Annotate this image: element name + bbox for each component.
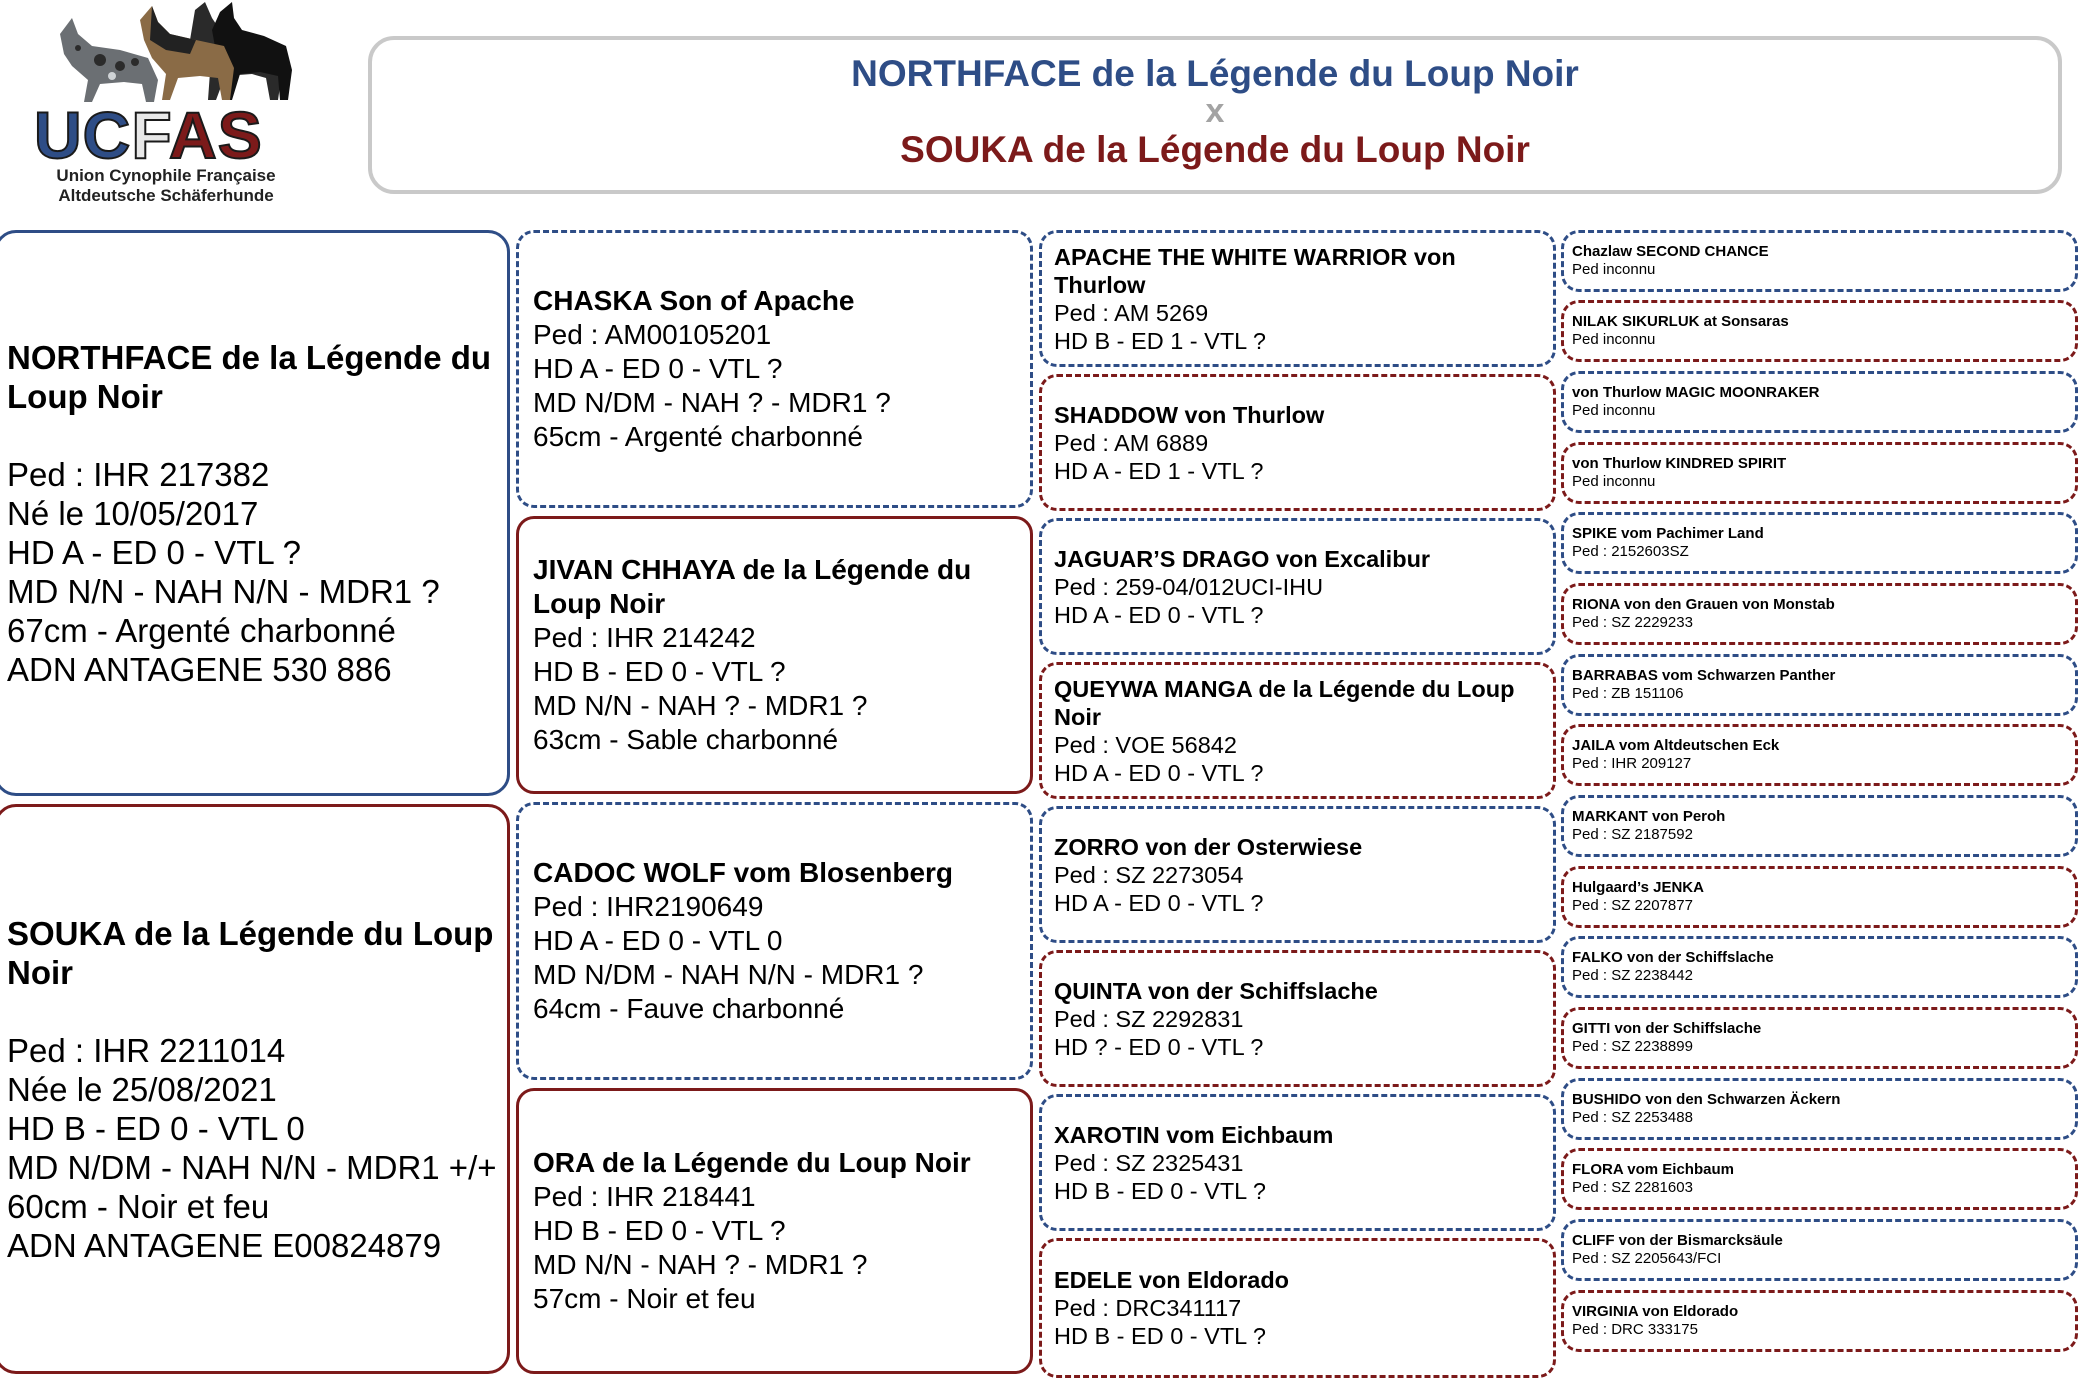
dog-info: HD A - ED 0 - VTL 0: [533, 925, 783, 956]
dog-name: von Thurlow KINDRED SPIRIT: [1572, 455, 1787, 472]
logo-letter-s: S: [217, 98, 263, 172]
dog-ped: Ped : SZ 2238442: [1572, 967, 1693, 984]
header-sire: NORTHFACE de la Légende du Loup Noir: [851, 53, 1579, 94]
dog-info: 63cm - Sable charbonné: [533, 724, 839, 755]
dog-name: NORTHFACE de la Légende du Loup Noir: [7, 338, 492, 415]
dog-info: 64cm - Fauve charbonné: [533, 993, 845, 1024]
dog-info: Ped : SZ 2273054: [1054, 861, 1244, 888]
dog-ped: Ped : SZ 2187592: [1572, 826, 1693, 843]
header-dam: SOUKA de la Légende du Loup Noir: [900, 129, 1530, 170]
dog-info: HD B - ED 0 - VTL 0: [7, 1109, 305, 1147]
dog-info: HD A - ED 1 - VTL ?: [1054, 457, 1264, 484]
gen4-box: [1561, 1148, 2078, 1210]
gen3-box: [1039, 662, 1556, 799]
gen3-box: [1039, 518, 1556, 655]
dog-ped: Ped : SZ 2207877: [1572, 897, 1693, 914]
dog-name: CHASKA Son of Apache: [533, 285, 855, 316]
gen4-box: [1561, 300, 2078, 362]
dog-name: JAGUAR’S DRAGO von Excalibur: [1054, 545, 1431, 572]
dog-info: Né le 10/05/2017: [7, 494, 259, 532]
ucfas-wordmark: [34, 100, 263, 170]
dog-info: MD N/DM - NAH N/N - MDR1 +/+: [7, 1148, 497, 1186]
dog-info: HD ? - ED 0 - VTL ?: [1054, 1033, 1264, 1060]
logo-letter-c: C: [82, 98, 132, 172]
dog-info: MD N/DM - NAH ? - MDR1 ?: [533, 387, 891, 418]
dog-info: 57cm - Noir et feu: [533, 1283, 756, 1314]
gen2-box: [516, 516, 1033, 794]
dog-ped: Ped : SZ 2253488: [1572, 1109, 1693, 1126]
dog-name: EDELE von Eldorado: [1054, 1267, 1290, 1293]
gen3-box: [1039, 230, 1556, 367]
dog-ped: Ped : SZ 2205643/FCI: [1572, 1250, 1722, 1267]
dog-ped: Ped : SZ 2238899: [1572, 1038, 1693, 1055]
dog-name: RIONA von den Grauen von Monstab: [1572, 596, 1835, 613]
dog-info: MD N/N - NAH ? - MDR1 ?: [533, 1249, 868, 1280]
gen4-box: [1561, 583, 2078, 645]
dog-ped: Ped inconnu: [1572, 402, 1656, 419]
dog-info: Ped : VOE 56842: [1054, 731, 1237, 758]
dog-info: HD B - ED 0 - VTL ?: [1054, 1177, 1266, 1204]
dog-info: MD N/N - NAH N/N - MDR1 ?: [7, 572, 440, 610]
gen4-box: [1561, 654, 2078, 716]
dog-info: HD A - ED 0 - VTL ?: [1054, 601, 1264, 628]
ucfas-logo: [20, 0, 310, 210]
dog-name: NILAK SIKURLUK at Sonsaras: [1572, 313, 1789, 330]
dog-info: Ped : AM 6889: [1054, 429, 1209, 456]
gen3-box: [1039, 374, 1556, 511]
dog-info: HD B - ED 0 - VTL ?: [1054, 1323, 1266, 1349]
dog-ped: Ped : DRC 333175: [1572, 1321, 1698, 1338]
dog-name: JAILA vom Altdeutschen Eck: [1572, 737, 1780, 754]
dog-name: CLIFF von der Bismarcksäule: [1572, 1232, 1783, 1249]
dog-name: XAROTIN vom Eichbaum: [1054, 1121, 1334, 1148]
dog-info: HD A - ED 0 - VTL ?: [533, 353, 783, 384]
dog-info: Ped : IHR2190649: [533, 891, 764, 922]
dog-info: MD N/N - NAH ? - MDR1 ?: [533, 690, 868, 721]
dog-name: JIVAN CHHAYA de la Légende du Loup Noir: [533, 554, 972, 619]
gen4-box: [1561, 936, 2078, 998]
dog-info: MD N/DM - NAH N/N - MDR1 ?: [533, 959, 924, 990]
dog-info: HD B - ED 0 - VTL ?: [533, 656, 786, 687]
gen4-box: [1561, 512, 2078, 574]
dog-ped: Ped inconnu: [1572, 473, 1656, 490]
dog-name: MARKANT von Peroh: [1572, 808, 1726, 825]
dog-name: von Thurlow MAGIC MOONRAKER: [1572, 384, 1820, 401]
gen1-sire: [0, 230, 510, 796]
dog-name: FLORA vom Eichbaum: [1572, 1161, 1734, 1178]
dog-name: ZORRO von der Osterwiese: [1054, 833, 1363, 860]
dog-info: Ped : IHR 2211014: [7, 1031, 286, 1069]
gen3-box: [1039, 1238, 1556, 1378]
logo-line-2: Altdeutsche Schäferhunde: [58, 186, 274, 205]
logo-letter-u: U: [34, 98, 83, 172]
gen4-box: [1561, 1219, 2078, 1281]
dog-info: HD A - ED 0 - VTL ?: [7, 533, 302, 571]
gen4-box: [1561, 795, 2078, 857]
dog-name: Hulgaard’s JENKA: [1572, 879, 1704, 896]
dog-info: 65cm - Argenté charbonné: [533, 421, 863, 452]
dog-info: ADN ANTAGENE E00824879: [7, 1226, 442, 1264]
logo-line-1: Union Cynophile Française: [56, 166, 276, 185]
dog-ped: Ped inconnu: [1572, 261, 1656, 278]
dog-info: HD B - ED 0 - VTL ?: [533, 1215, 786, 1246]
dog-name: APACHE THE WHITE WARRIOR von Thurlow: [1054, 243, 1456, 298]
dog-info: HD A - ED 0 - VTL ?: [1054, 889, 1264, 916]
dog-name: VIRGINIA von Eldorado: [1572, 1303, 1739, 1320]
dog-name: SOUKA de la Légende du Loup Noir: [7, 914, 494, 991]
gen4-box: [1561, 442, 2078, 504]
gen1-dam: [0, 804, 510, 1374]
dog-name: SPIKE vom Pachimer Land: [1572, 525, 1764, 542]
dog-info: 67cm - Argenté charbonné: [7, 611, 396, 649]
dog-info: ADN ANTAGENE 530 886: [7, 650, 392, 688]
dog-ped: Ped : ZB 151106: [1572, 685, 1684, 702]
dog-info: Ped : SZ 2292831: [1054, 1005, 1244, 1032]
dog-info: Ped : 259-04/012UCI-IHU: [1054, 573, 1324, 600]
dog-name: BUSHIDO von den Schwarzen Äckern: [1572, 1091, 1841, 1108]
dog-name: QUEYWA MANGA de la Légende du Loup Noir: [1054, 675, 1515, 730]
dog-info: Ped : IHR 214242: [533, 622, 756, 653]
gen2-box: [516, 230, 1033, 508]
dog-ped: Ped : 2152603SZ: [1572, 543, 1689, 560]
logo-letter-a: A: [169, 98, 218, 172]
dog-ped: Ped : SZ 2229233: [1572, 614, 1693, 631]
gen4-box: [1561, 230, 2078, 292]
header-cross: x: [1205, 92, 1225, 130]
gen4-box: [1561, 724, 2078, 786]
dog-name: ORA de la Légende du Loup Noir: [533, 1147, 971, 1178]
dog-info: Née le 25/08/2021: [7, 1070, 277, 1108]
dog-name: FALKO von der Schiffslache: [1572, 949, 1774, 966]
gen4-box: [1561, 1290, 2078, 1352]
dog-info: Ped : IHR 218441: [533, 1181, 756, 1212]
dogs-silhouette-icon: [20, 0, 310, 105]
dog-info: Ped : SZ 2325431: [1054, 1149, 1244, 1176]
gen3-box: [1039, 950, 1556, 1087]
dog-info: Ped : IHR 217382: [7, 455, 270, 493]
dog-info: Ped : AM00105201: [533, 319, 772, 350]
gen4-box: [1561, 1007, 2078, 1069]
dog-ped: Ped : SZ 2281603: [1572, 1179, 1693, 1196]
dog-info: HD A - ED 0 - VTL ?: [1054, 759, 1264, 786]
dog-info: 60cm - Noir et feu: [7, 1187, 270, 1225]
dog-info: Ped : DRC341117: [1054, 1295, 1242, 1321]
gen4-box: [1561, 371, 2078, 433]
gen2-box: [516, 1088, 1033, 1374]
dog-name: CADOC WOLF vom Blosenberg: [533, 857, 954, 888]
dog-name: BARRABAS vom Schwarzen Panther: [1572, 667, 1836, 684]
dog-info: Ped : AM 5269: [1054, 299, 1209, 326]
dog-ped: Ped inconnu: [1572, 331, 1656, 348]
litter-header: [368, 36, 2062, 194]
dog-info: HD B - ED 1 - VTL ?: [1054, 327, 1266, 354]
gen3-box: [1039, 806, 1556, 943]
gen3-box: [1039, 1094, 1556, 1231]
gen2-box: [516, 802, 1033, 1080]
dog-name: Chazlaw SECOND CHANCE: [1572, 243, 1769, 260]
dog-name: GITTI von der Schiffslache: [1572, 1020, 1762, 1037]
dog-name: QUINTA von der Schiffslache: [1054, 977, 1378, 1004]
gen4-box: [1561, 866, 2078, 928]
gen4-box: [1561, 1078, 2078, 1140]
dog-name: SHADDOW von Thurlow: [1054, 401, 1325, 428]
dog-ped: Ped : IHR 209127: [1572, 755, 1692, 772]
logo-letter-f: F: [131, 98, 170, 172]
